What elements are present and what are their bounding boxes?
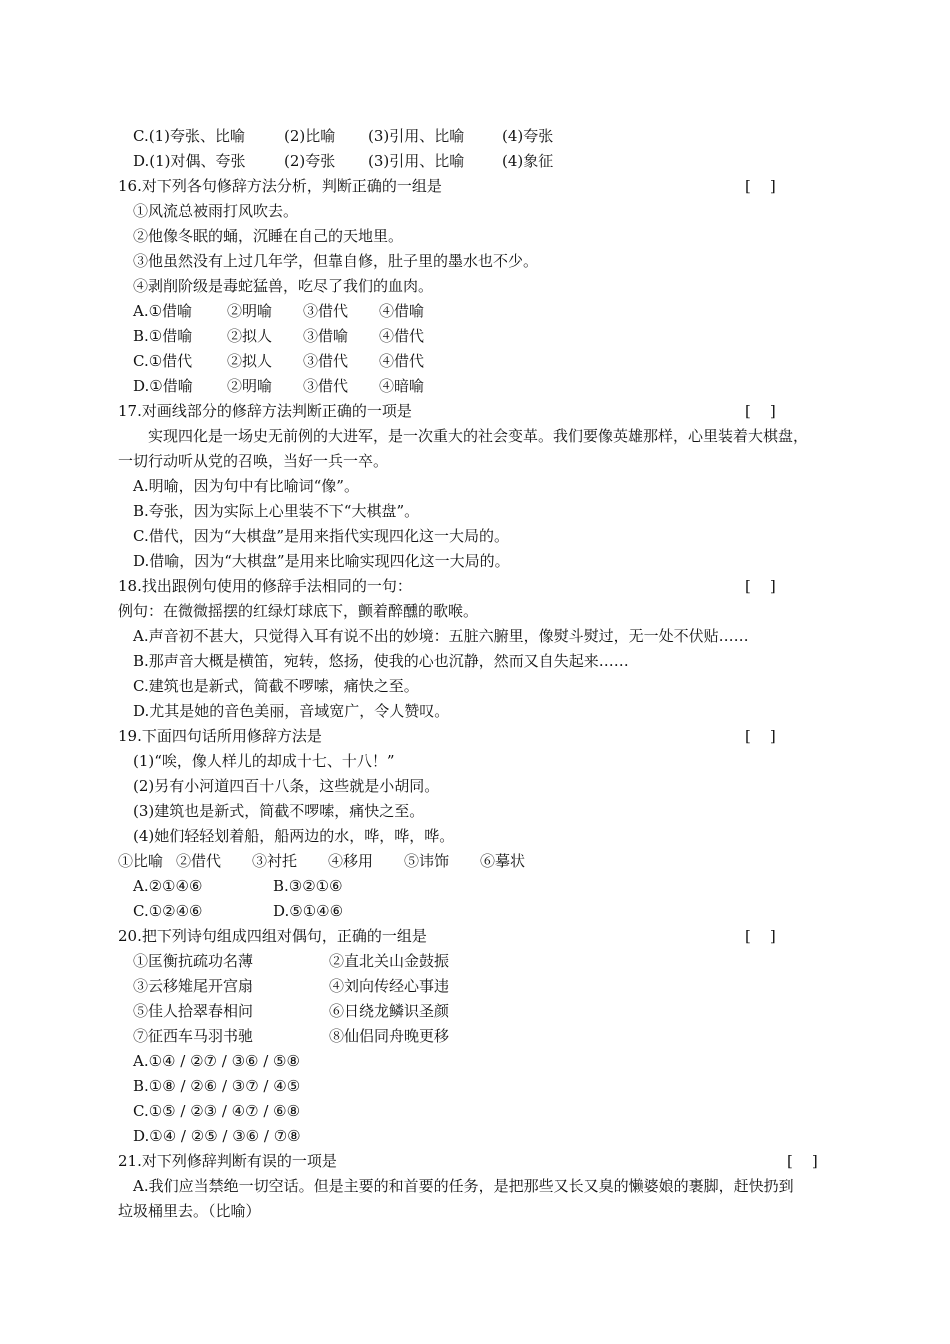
q17-option-d: D.借喻，因为“大棋盘”是用来比喻实现四化这一大局的。 <box>133 552 510 570</box>
q19-sentence-3: (3)建筑也是新式，简截不啰嗦，痛快之至。 <box>133 802 425 820</box>
q18-option-b: B.那声音大概是横笛，宛转，悠扬，使我的心也沉静，然而又自失起来…… <box>133 652 629 670</box>
q16-stem: 16.对下列各句修辞方法分析，判断正确的一组是 <box>118 177 442 195</box>
q17-passage-line-1: 实现四化是一场史无前例的大进军，是一次重大的社会变革。我们要像英雄那样，心里装着大棋盘， <box>148 427 809 445</box>
q17-option-c: C.借代，因为“大棋盘”是用来指代实现四化这一大局的。 <box>133 527 510 545</box>
q19-sentence-1: (1)“唉，像人样儿的却成十七、十八！” <box>133 752 395 770</box>
q19-options-cd: C.①②④⑥ D.⑤①④⑥ <box>133 902 344 920</box>
q18-stem: 18.找出跟例句使用的修辞手法相同的一句： <box>118 577 412 595</box>
q19-sentence-4: (4)她们轻轻划着船，船两边的水，哗，哗，哗。 <box>133 827 455 845</box>
q16-option-b: B.①借喻 ②拟人 ③借喻 ④借代 <box>133 327 425 345</box>
q17-answer-bracket[interactable]: [ ] <box>745 402 776 420</box>
q17-stem: 17.对画线部分的修辞方法判断正确的一项是 <box>118 402 412 420</box>
q16-sentence-2: ②他像冬眠的蛹，沉睡在自己的天地里。 <box>133 227 404 245</box>
q20-lines-7-8: ⑦征西车马羽书驰 ⑧仙侣同舟晚更移 <box>133 1027 450 1045</box>
q19-answer-bracket[interactable]: [ ] <box>745 727 776 745</box>
q20-stem: 20.把下列诗句组成四组对偶句，正确的一组是 <box>118 927 427 945</box>
q18-option-c: C.建筑也是新式，简截不啰嗦，痛快之至。 <box>133 677 419 695</box>
q19-stem: 19.下面四句话所用修辞方法是 <box>118 727 322 745</box>
q19-term-list: ①比喻 ②借代 ③衬托 ④移用 ⑤讳饰 ⑥摹状 <box>118 852 526 870</box>
q20-option-c: C.①⑤ / ②③ / ④⑦ / ⑥⑧ <box>133 1102 301 1120</box>
q16-option-d: D.①借喻 ②明喻 ③借代 ④暗喻 <box>133 377 425 395</box>
q16-sentence-1: ①风流总被雨打风吹去。 <box>133 202 299 220</box>
q21-option-a-line-2: 垃圾桶里去。（比喻） <box>118 1202 261 1220</box>
q20-lines-3-4: ③云移雉尾开宫扇 ④刘向传经心事违 <box>133 977 450 995</box>
q19-options-ab: A.②①④⑥ B.③②①⑥ <box>133 877 343 895</box>
q21-stem: 21.对下列修辞判断有误的一项是 <box>118 1152 337 1170</box>
q20-option-a: A.①④ / ②⑦ / ③⑥ / ⑤⑧ <box>133 1052 300 1070</box>
q16-answer-bracket[interactable]: [ ] <box>745 177 776 195</box>
q19-sentence-2: (2)另有小河道四百十八条，这些就是小胡同。 <box>133 777 440 795</box>
q16-option-a: A.①借喻 ②明喻 ③借代 ④借喻 <box>133 302 425 320</box>
q16-sentence-3: ③他虽然没有上过几年学，但靠自修，肚子里的墨水也不少。 <box>133 252 539 270</box>
q20-lines-5-6: ⑤佳人拾翠春相问 ⑥日绕龙鳞识圣颜 <box>133 1002 450 1020</box>
q20-answer-bracket[interactable]: [ ] <box>745 927 776 945</box>
q18-answer-bracket[interactable]: [ ] <box>745 577 776 595</box>
q17-option-a: A.明喻，因为句中有比喻词“像”。 <box>133 477 359 495</box>
q18-example: 例句：在微微摇摆的红绿灯球底下，颤着醉醺的歌喉。 <box>118 602 479 620</box>
q20-option-d: D.①④ / ②⑤ / ③⑥ / ⑦⑧ <box>133 1127 301 1145</box>
q21-answer-bracket[interactable]: [ ] <box>787 1152 818 1170</box>
q17-passage-line-2: 一切行动听从党的召唤，当好一兵一卒。 <box>118 452 389 470</box>
q18-option-a: A.声音初不甚大，只觉得入耳有说不出的妙境：五脏六腑里，像熨斗熨过，无一处不伏贴…… <box>133 627 749 645</box>
q21-option-a-line-1: A.我们应当禁绝一切空话。但是主要的和首要的任务，是把那些又长又臭的懒婆娘的裹脚，赶快扔到 <box>133 1177 794 1195</box>
q18-option-d: D.尤其是她的音色美丽，音域宽广，令人赞叹。 <box>133 702 450 720</box>
q20-lines-1-2: ①匡衡抗疏功名薄 ②直北关山金鼓振 <box>133 952 450 970</box>
q16-sentence-4: ④剥削阶级是毒蛇猛兽，吃尽了我们的血肉。 <box>133 277 434 295</box>
q17-option-b: B.夸张，因为实际上心里装不下“大棋盘”。 <box>133 502 420 520</box>
q15-option-d: D.(1)对偶、夸张 (2)夸张 (3)引用、比喻 (4)象征 <box>133 152 554 170</box>
q20-option-b: B.①⑧ / ②⑥ / ③⑦ / ④⑤ <box>133 1077 301 1095</box>
q16-option-c: C.①借代 ②拟人 ③借代 ④借代 <box>133 352 425 370</box>
q15-option-c: C.(1)夸张、比喻 (2)比喻 (3)引用、比喻 (4)夸张 <box>133 127 554 145</box>
